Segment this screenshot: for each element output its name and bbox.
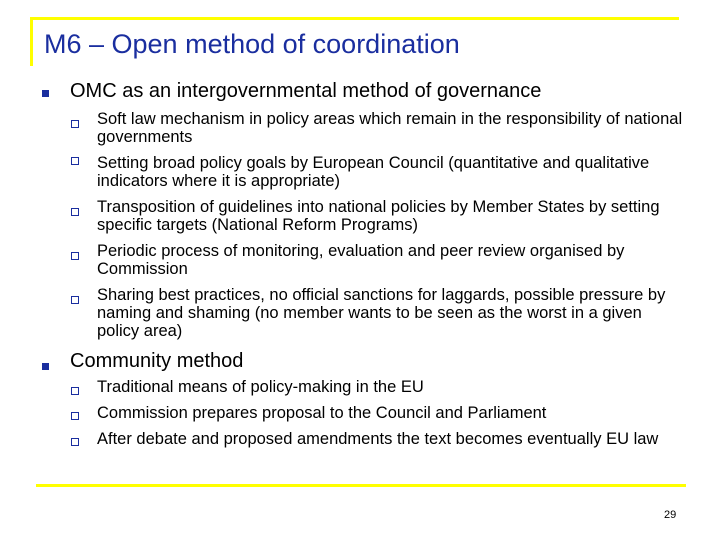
section-heading-omc: OMC as an intergovernmental method of governance	[70, 80, 542, 102]
hollow-square-bullet-icon	[71, 157, 79, 165]
slide-title: M6 – Open method of coordination	[44, 29, 460, 59]
list-item: Setting broad policy goals by European Council (quantitative and qualitative indicators where it is appropriate)	[97, 154, 650, 190]
square-bullet-icon	[42, 90, 49, 97]
list-item: Commission prepares proposal to the Council and Parliament	[97, 404, 547, 422]
list-item: Soft law mechanism in policy areas which remain in the responsibility of national governments	[97, 110, 683, 146]
hollow-square-bullet-icon	[71, 412, 79, 420]
frame-left-line	[30, 17, 33, 66]
list-item: Sharing best practices, no official sanctions for laggards, possible pressure by naming and shaming (no member wants to be seen as the worst in a given policy area)	[97, 286, 666, 340]
list-item: Traditional means of policy-making in the EU	[97, 378, 424, 396]
list-item: Periodic process of monitoring, evaluation and peer review organised by Commission	[97, 242, 625, 278]
hollow-square-bullet-icon	[71, 252, 79, 260]
hollow-square-bullet-icon	[71, 438, 79, 446]
list-item: Transposition of guidelines into national policies by Member States by setting specific targets (National Reform Programs)	[97, 198, 660, 234]
frame-bottom-line	[36, 484, 686, 487]
square-bullet-icon	[42, 363, 49, 370]
list-item: After debate and proposed amendments the text becomes eventually EU law	[97, 430, 659, 448]
frame-top-line	[30, 17, 679, 20]
section-heading-community-method: Community method	[70, 350, 244, 372]
page-number: 29	[664, 509, 677, 521]
hollow-square-bullet-icon	[71, 120, 79, 128]
hollow-square-bullet-icon	[71, 387, 79, 395]
hollow-square-bullet-icon	[71, 296, 79, 304]
hollow-square-bullet-icon	[71, 208, 79, 216]
